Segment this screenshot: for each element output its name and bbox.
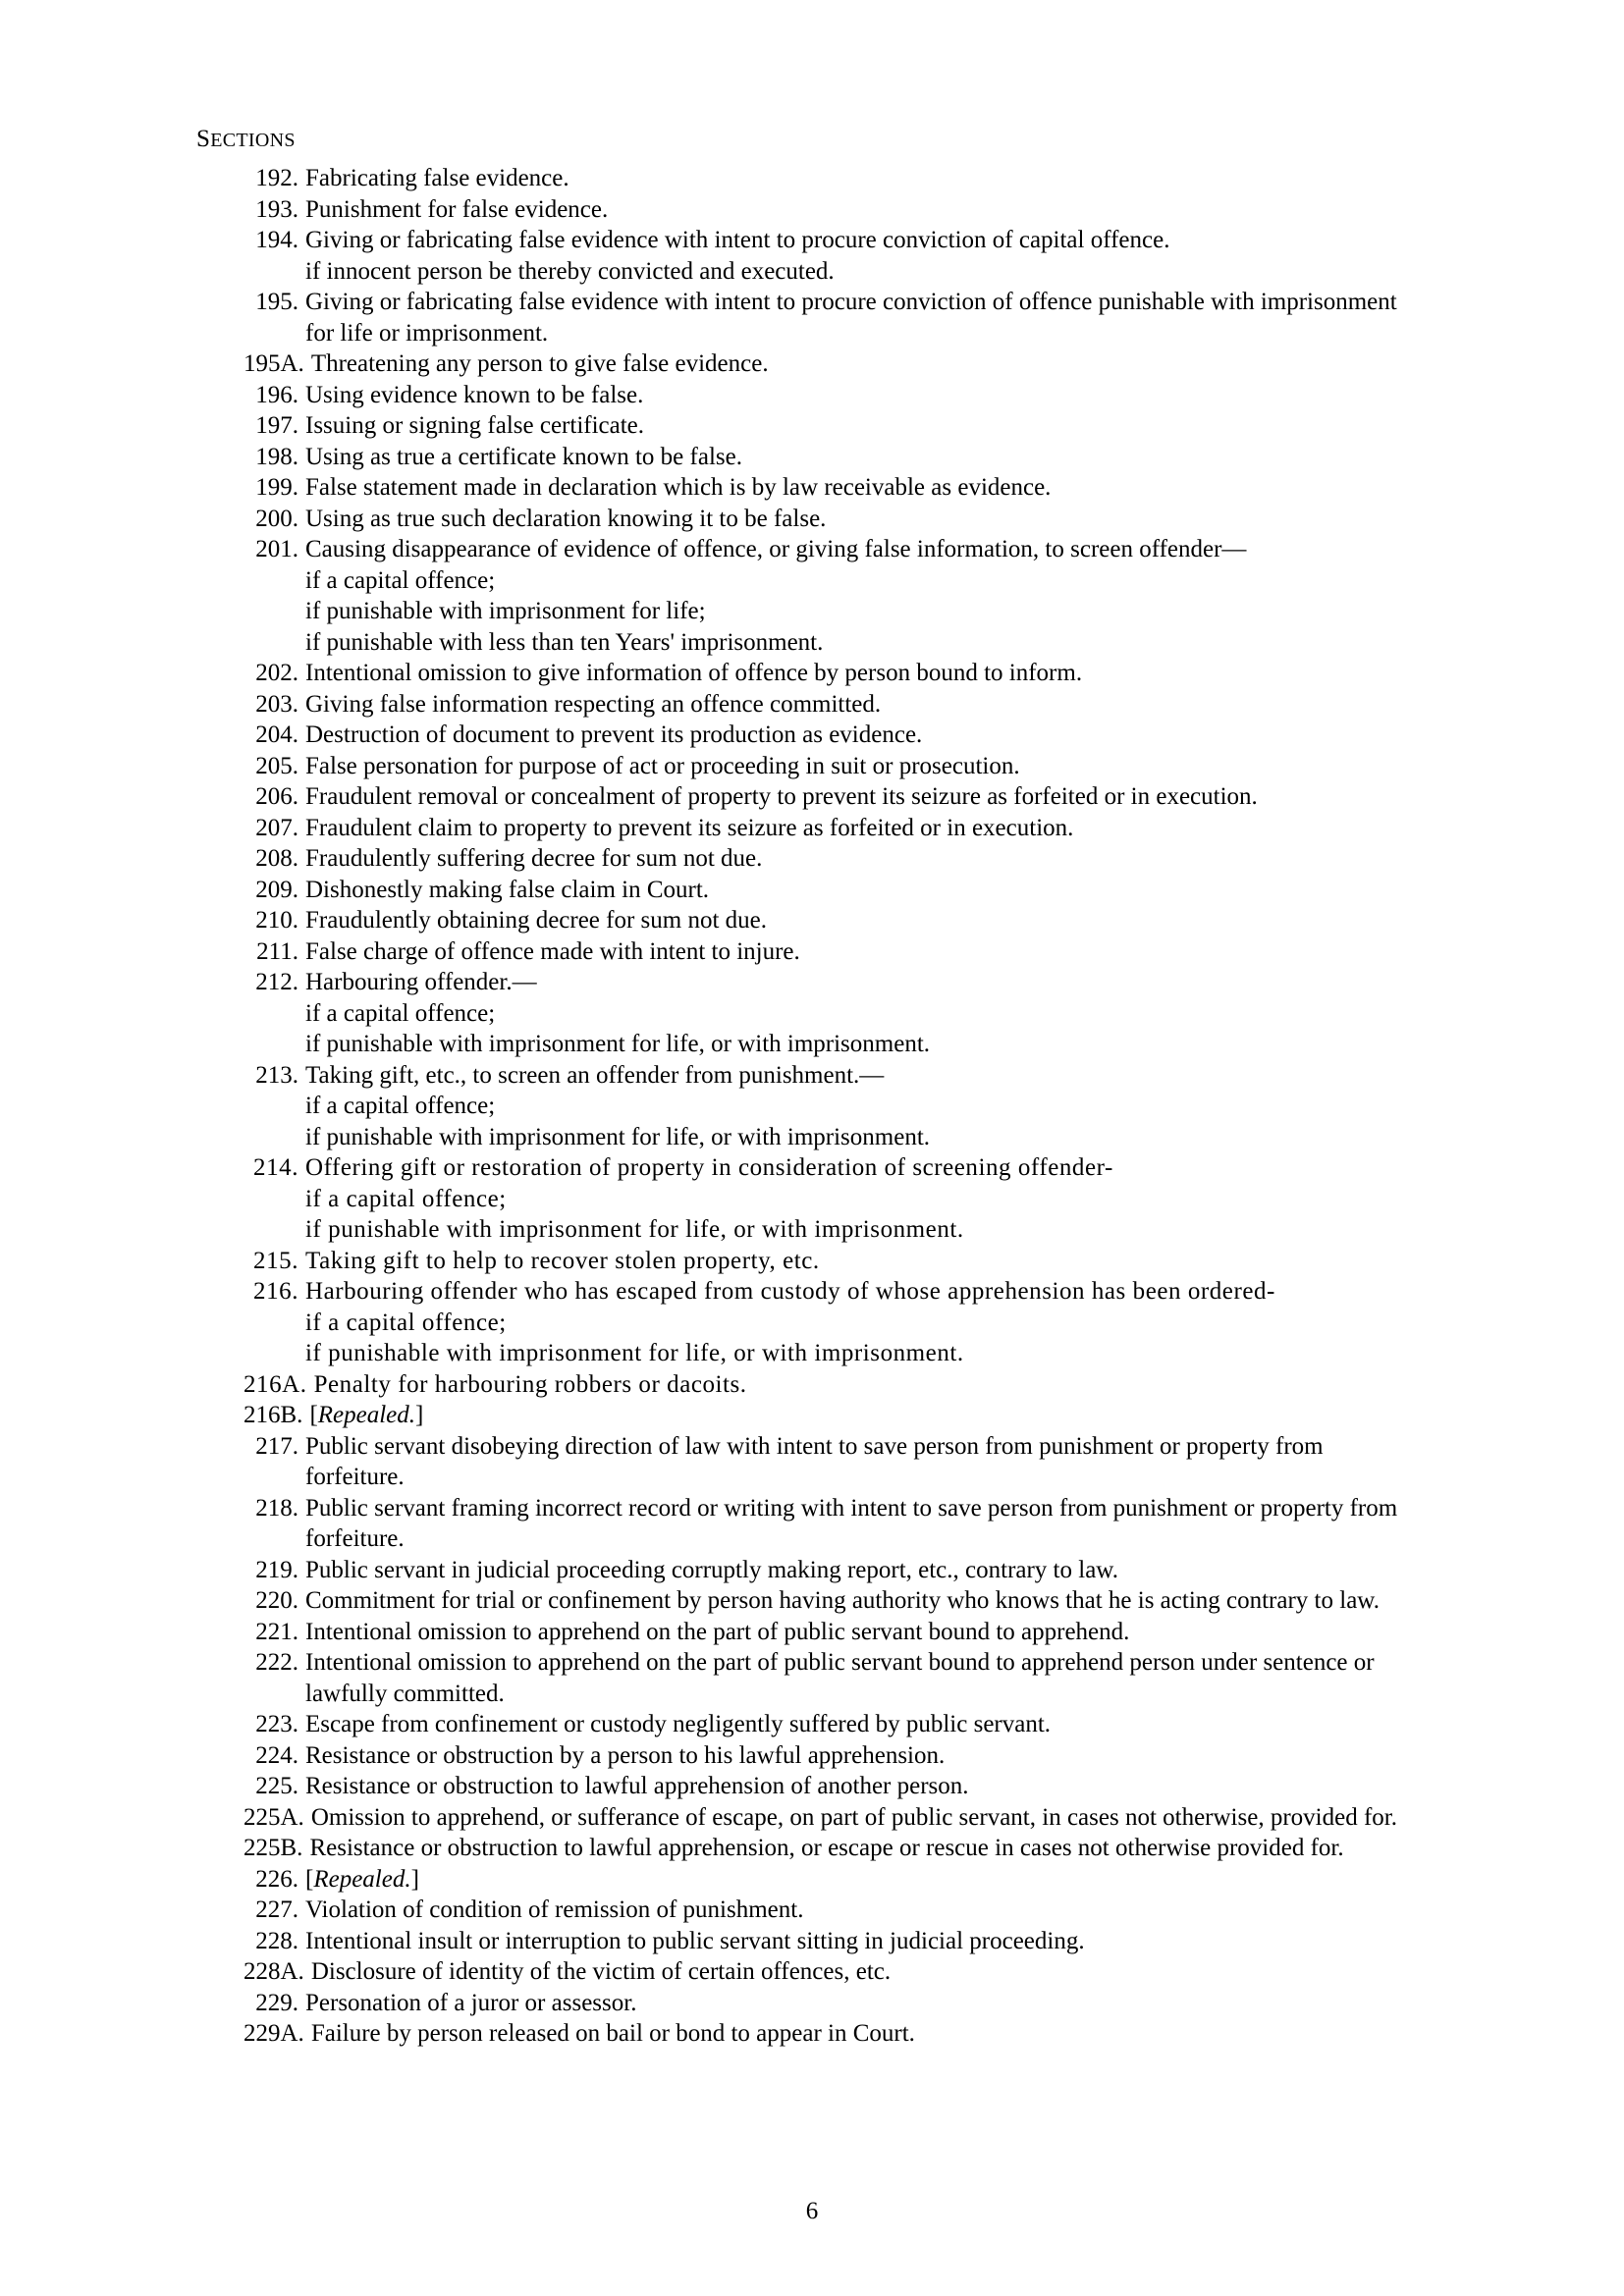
- toc-entry-title: Intentional omission to apprehend on the part of public servant bound to apprehend.: [305, 1618, 1130, 1645]
- toc-entry: [244, 1895, 1477, 1926]
- toc-entry-title: Giving or fabricating false evidence with intent to procure conviction of offence punishable with imprisonment for life or imprisonment.: [305, 289, 1397, 347]
- toc-entry-title: Disclosure of identity of the victim of certain offences, etc.: [310, 1958, 892, 1985]
- toc-entry-number: 205.: [255, 752, 298, 779]
- toc-entry: [244, 689, 1477, 721]
- toc-entry-number: 227.: [255, 1896, 298, 1923]
- toc-entry: [244, 1956, 1477, 1988]
- sections-heading: [196, 126, 1477, 153]
- toc-entry-title: Intentional omission to apprehend on the part of public servant bound to apprehend person under sentence or lawfully committed.: [305, 1649, 1375, 1707]
- toc-entry: [244, 194, 1477, 226]
- toc-entry-number: 214.: [253, 1154, 298, 1181]
- toc-entry-subline: if punishable with imprisonment for life;: [305, 598, 706, 624]
- toc-entry-subline: if punishable with less than ten Years' imprisonment.: [305, 628, 824, 656]
- toc-entry-number: 203.: [255, 690, 298, 718]
- toc-entry: [244, 658, 1477, 689]
- toc-entry-title: Causing disappearance of evidence of offence, or giving false information, to screen offender—: [305, 536, 1247, 562]
- toc-entry: [244, 163, 1477, 194]
- toc-entry-title: Threatening any person to give false evidence.: [310, 350, 769, 377]
- toc-entry-title: Using as true such declaration knowing it to be false.: [305, 505, 827, 532]
- toc-entry-title: Issuing or signing false certificate.: [305, 412, 645, 439]
- toc-entry-number: 212.: [255, 969, 298, 995]
- toc-entry-title: Harbouring offender who has escaped from custody of whose apprehension has been ordered-: [305, 1278, 1275, 1305]
- toc-entry-title: Resistance or obstruction by a person to his lawful apprehension.: [305, 1741, 946, 1769]
- toc-entry-number: 210.: [255, 907, 298, 934]
- toc-entry-title: Penalty for harbouring robbers or dacoits.: [313, 1370, 747, 1398]
- toc-entry-title: Offering gift or restoration of property in consideration of screening offender-: [305, 1154, 1113, 1181]
- toc-entry-number: 228A.: [244, 1958, 304, 1985]
- toc-entry: [244, 504, 1477, 535]
- toc-entry: [244, 1833, 1477, 1864]
- toc-entry-number: 198.: [255, 443, 298, 470]
- toc-entry-title: Personation of a juror or assessor.: [305, 1989, 637, 2016]
- toc-entry: [244, 1369, 1477, 1401]
- toc-entry-title: Resistance or obstruction to lawful apprehension, or escape or rescue in cases not otherwise provided for.: [309, 1835, 1344, 1861]
- toc-entry-title: Intentional insult or interruption to public servant sitting in judicial proceeding.: [305, 1927, 1085, 1954]
- toc-entry: [244, 472, 1477, 504]
- toc-entry-number: 199.: [255, 474, 298, 501]
- toc-entry-title: Giving false information respecting an offence committed.: [305, 690, 882, 718]
- toc-entry-number: 219.: [255, 1556, 298, 1583]
- toc-entry-subline: if a capital offence;: [305, 999, 496, 1027]
- toc-entry-title: Fabricating false evidence.: [305, 165, 569, 191]
- toc-entry-title: Taking gift to help to recover stolen property, etc.: [305, 1247, 820, 1274]
- toc-entry-title: Public servant framing incorrect record or writing with intent to save person from punishment or property from forfeiture.: [305, 1494, 1398, 1552]
- toc-entry: [244, 1431, 1477, 1493]
- toc-entry-subline: if punishable with imprisonment for life, or with imprisonment.: [305, 1123, 931, 1150]
- toc-entry-number: 229A.: [244, 2020, 304, 2047]
- toc-entry-repealed: Repealed.: [313, 1865, 411, 1893]
- toc-entry: [244, 1400, 1477, 1431]
- toc-entry-title: [Repealed.]: [309, 1402, 424, 1428]
- toc-entry-number: 229.: [255, 1989, 298, 2016]
- toc-entry: [244, 1617, 1477, 1648]
- toc-entry: [244, 1152, 1477, 1184]
- toc-entry-number: 211.: [256, 937, 298, 965]
- toc-entry-number: 207.: [255, 814, 298, 841]
- toc-entry: [244, 287, 1477, 348]
- toc-entry-number: 225.: [255, 1773, 298, 1799]
- toc-entry-title: Failure by person released on bail or bond to appear in Court.: [310, 2020, 915, 2047]
- toc-entry-subline: if a capital offence;: [305, 1185, 507, 1212]
- toc-entry-title: Fraudulent claim to property to prevent its seizure as forfeited or in execution.: [305, 814, 1074, 841]
- toc-entry: [244, 1709, 1477, 1740]
- toc-entry-subline: if punishable with imprisonment for life, or with imprisonment.: [305, 1216, 964, 1243]
- toc-entry-number: 215.: [253, 1247, 298, 1274]
- toc-entry: [244, 348, 1477, 380]
- sections-heading-rest: ECTIONS: [210, 130, 296, 151]
- toc-entry-number: 192.: [255, 165, 298, 191]
- toc-entry-title: Using as true a certificate known to be false.: [305, 443, 742, 470]
- toc-entry: [244, 936, 1477, 968]
- toc-entry-number: 225B.: [244, 1835, 303, 1861]
- toc-entry-number: 216.: [253, 1278, 298, 1305]
- toc-entry-number: 197.: [255, 412, 298, 439]
- toc-entry-title: Intentional omission to give information of offence by person bound to inform.: [305, 660, 1083, 686]
- toc-entry-title: False personation for purpose of act or proceeding in suit or prosecution.: [305, 752, 1020, 779]
- toc-entry-title: Violation of condition of remission of punishment.: [305, 1896, 804, 1923]
- toc-entry-title: Destruction of document to prevent its production as evidence.: [305, 721, 923, 748]
- toc-entry: [244, 1246, 1477, 1277]
- toc-entry: [244, 380, 1477, 411]
- toc-entry-title: Commitment for trial or confinement by person having authority who knows that he is acting contrary to law.: [305, 1587, 1380, 1614]
- toc-entry: [244, 1988, 1477, 2019]
- toc-entry: [244, 534, 1477, 565]
- toc-entry: [244, 905, 1477, 936]
- toc-entry: [244, 843, 1477, 875]
- toc-entry-title: Fraudulently suffering decree for sum not due.: [305, 845, 763, 872]
- page-number: 6: [805, 2198, 819, 2224]
- toc-entry-title: Resistance or obstruction to lawful apprehension of another person.: [305, 1773, 969, 1799]
- toc-entry-title: Punishment for false evidence.: [305, 195, 609, 223]
- toc-entry: [244, 1493, 1477, 1555]
- toc-entry-number: 224.: [255, 1741, 298, 1769]
- toc-entry-number: 209.: [255, 876, 298, 903]
- toc-entry-number: 193.: [255, 195, 298, 223]
- toc-entry: [244, 813, 1477, 844]
- toc-entry-title: Fraudulently obtaining decree for sum not due.: [305, 907, 768, 934]
- toc-entry-title: False statement made in declaration which is by law receivable as evidence.: [305, 474, 1052, 501]
- toc-entry-title: Escape from confinement or custody negligently suffered by public servant.: [305, 1711, 1052, 1737]
- toc-entry: [244, 1771, 1477, 1802]
- toc-entry: [244, 1864, 1477, 1896]
- toc-entry-number: 213.: [255, 1061, 298, 1089]
- toc-entry-number: 206.: [255, 783, 298, 810]
- toc-entry: [244, 442, 1477, 473]
- toc-entry: [244, 1060, 1477, 1092]
- toc-entry-title: Dishonestly making false claim in Court.: [305, 876, 710, 903]
- toc-entry-number: 226.: [255, 1865, 298, 1893]
- toc-entry-number: 216A.: [244, 1370, 307, 1398]
- toc-entry: [244, 1926, 1477, 1957]
- toc-entry-number: 195A.: [244, 350, 304, 377]
- toc-entry: [244, 1740, 1477, 1772]
- toc-entry-number: 204.: [255, 721, 298, 748]
- toc-entry: [244, 1802, 1477, 1834]
- toc-entry-number: 221.: [255, 1618, 298, 1645]
- toc-entry-number: 225A.: [244, 1803, 304, 1831]
- toc-entry-number: 220.: [255, 1587, 298, 1614]
- toc-entry-title: Fraudulent removal or concealment of property to prevent its seizure as forfeited or in execution.: [305, 783, 1258, 810]
- toc-entry-subline: if punishable with imprisonment for life, or with imprisonment.: [305, 1031, 931, 1057]
- toc-entry: [244, 781, 1477, 813]
- toc-entry-title: Harbouring offender.—: [305, 969, 537, 995]
- toc-entry: [244, 2018, 1477, 2050]
- toc-entry-number: 201.: [255, 536, 298, 562]
- toc-entry-number: 223.: [255, 1711, 298, 1737]
- toc-entry-title: Giving or fabricating false evidence with intent to procure conviction of capital offence.: [305, 227, 1170, 253]
- toc-entry-title: Public servant in judicial proceeding corruptly making report, etc., contrary to law.: [305, 1556, 1118, 1583]
- toc-entry-subline: if innocent person be thereby convicted and executed.: [305, 257, 835, 285]
- sections-toc-list: [196, 163, 1477, 2050]
- toc-entry: [244, 875, 1477, 906]
- toc-entry-repealed: Repealed.: [317, 1402, 416, 1428]
- toc-entry-number: 195.: [255, 289, 298, 315]
- toc-entry: [244, 410, 1477, 442]
- toc-entry: [244, 720, 1477, 751]
- toc-entry-number: 217.: [255, 1432, 298, 1460]
- toc-entry: [244, 967, 1477, 998]
- toc-entry-title: False charge of offence made with intent to injure.: [305, 937, 800, 965]
- toc-entry-subline: if a capital offence;: [305, 1308, 507, 1336]
- toc-entry-title: Using evidence known to be false.: [305, 381, 644, 408]
- toc-entry-number: 194.: [255, 227, 298, 253]
- toc-entry-title: Omission to apprehend, or sufferance of escape, on part of public servant, in cases not otherwise, provided for.: [310, 1803, 1397, 1831]
- toc-entry: [244, 751, 1477, 782]
- sections-heading-initial: S: [196, 126, 211, 152]
- toc-entry: [244, 1647, 1477, 1709]
- toc-entry-number: 208.: [255, 845, 298, 872]
- toc-entry: [244, 1555, 1477, 1586]
- toc-entry: [244, 1585, 1477, 1617]
- toc-entry-number: 202.: [255, 660, 298, 686]
- toc-entry-number: 216B.: [244, 1402, 303, 1428]
- toc-entry-number: 196.: [255, 381, 298, 408]
- toc-entry: [244, 225, 1477, 256]
- toc-entry-title: Public servant disobeying direction of law with intent to save person from punishment or property from forfeiture.: [305, 1432, 1324, 1490]
- toc-entry-number: 222.: [255, 1649, 298, 1676]
- toc-entry-subline: if a capital offence;: [305, 1093, 496, 1119]
- toc-entry-subline: if punishable with imprisonment for life, or with imprisonment.: [305, 1340, 964, 1366]
- toc-entry-number: 218.: [255, 1494, 298, 1522]
- toc-entry-number: 228.: [255, 1927, 298, 1954]
- toc-entry-number: 200.: [255, 505, 298, 532]
- toc-entry-title: Taking gift, etc., to screen an offender from punishment.—: [305, 1061, 885, 1089]
- toc-entry-subline: if a capital offence;: [305, 566, 496, 594]
- toc-entry: [244, 1276, 1477, 1308]
- toc-entry-title: [Repealed.]: [305, 1865, 419, 1893]
